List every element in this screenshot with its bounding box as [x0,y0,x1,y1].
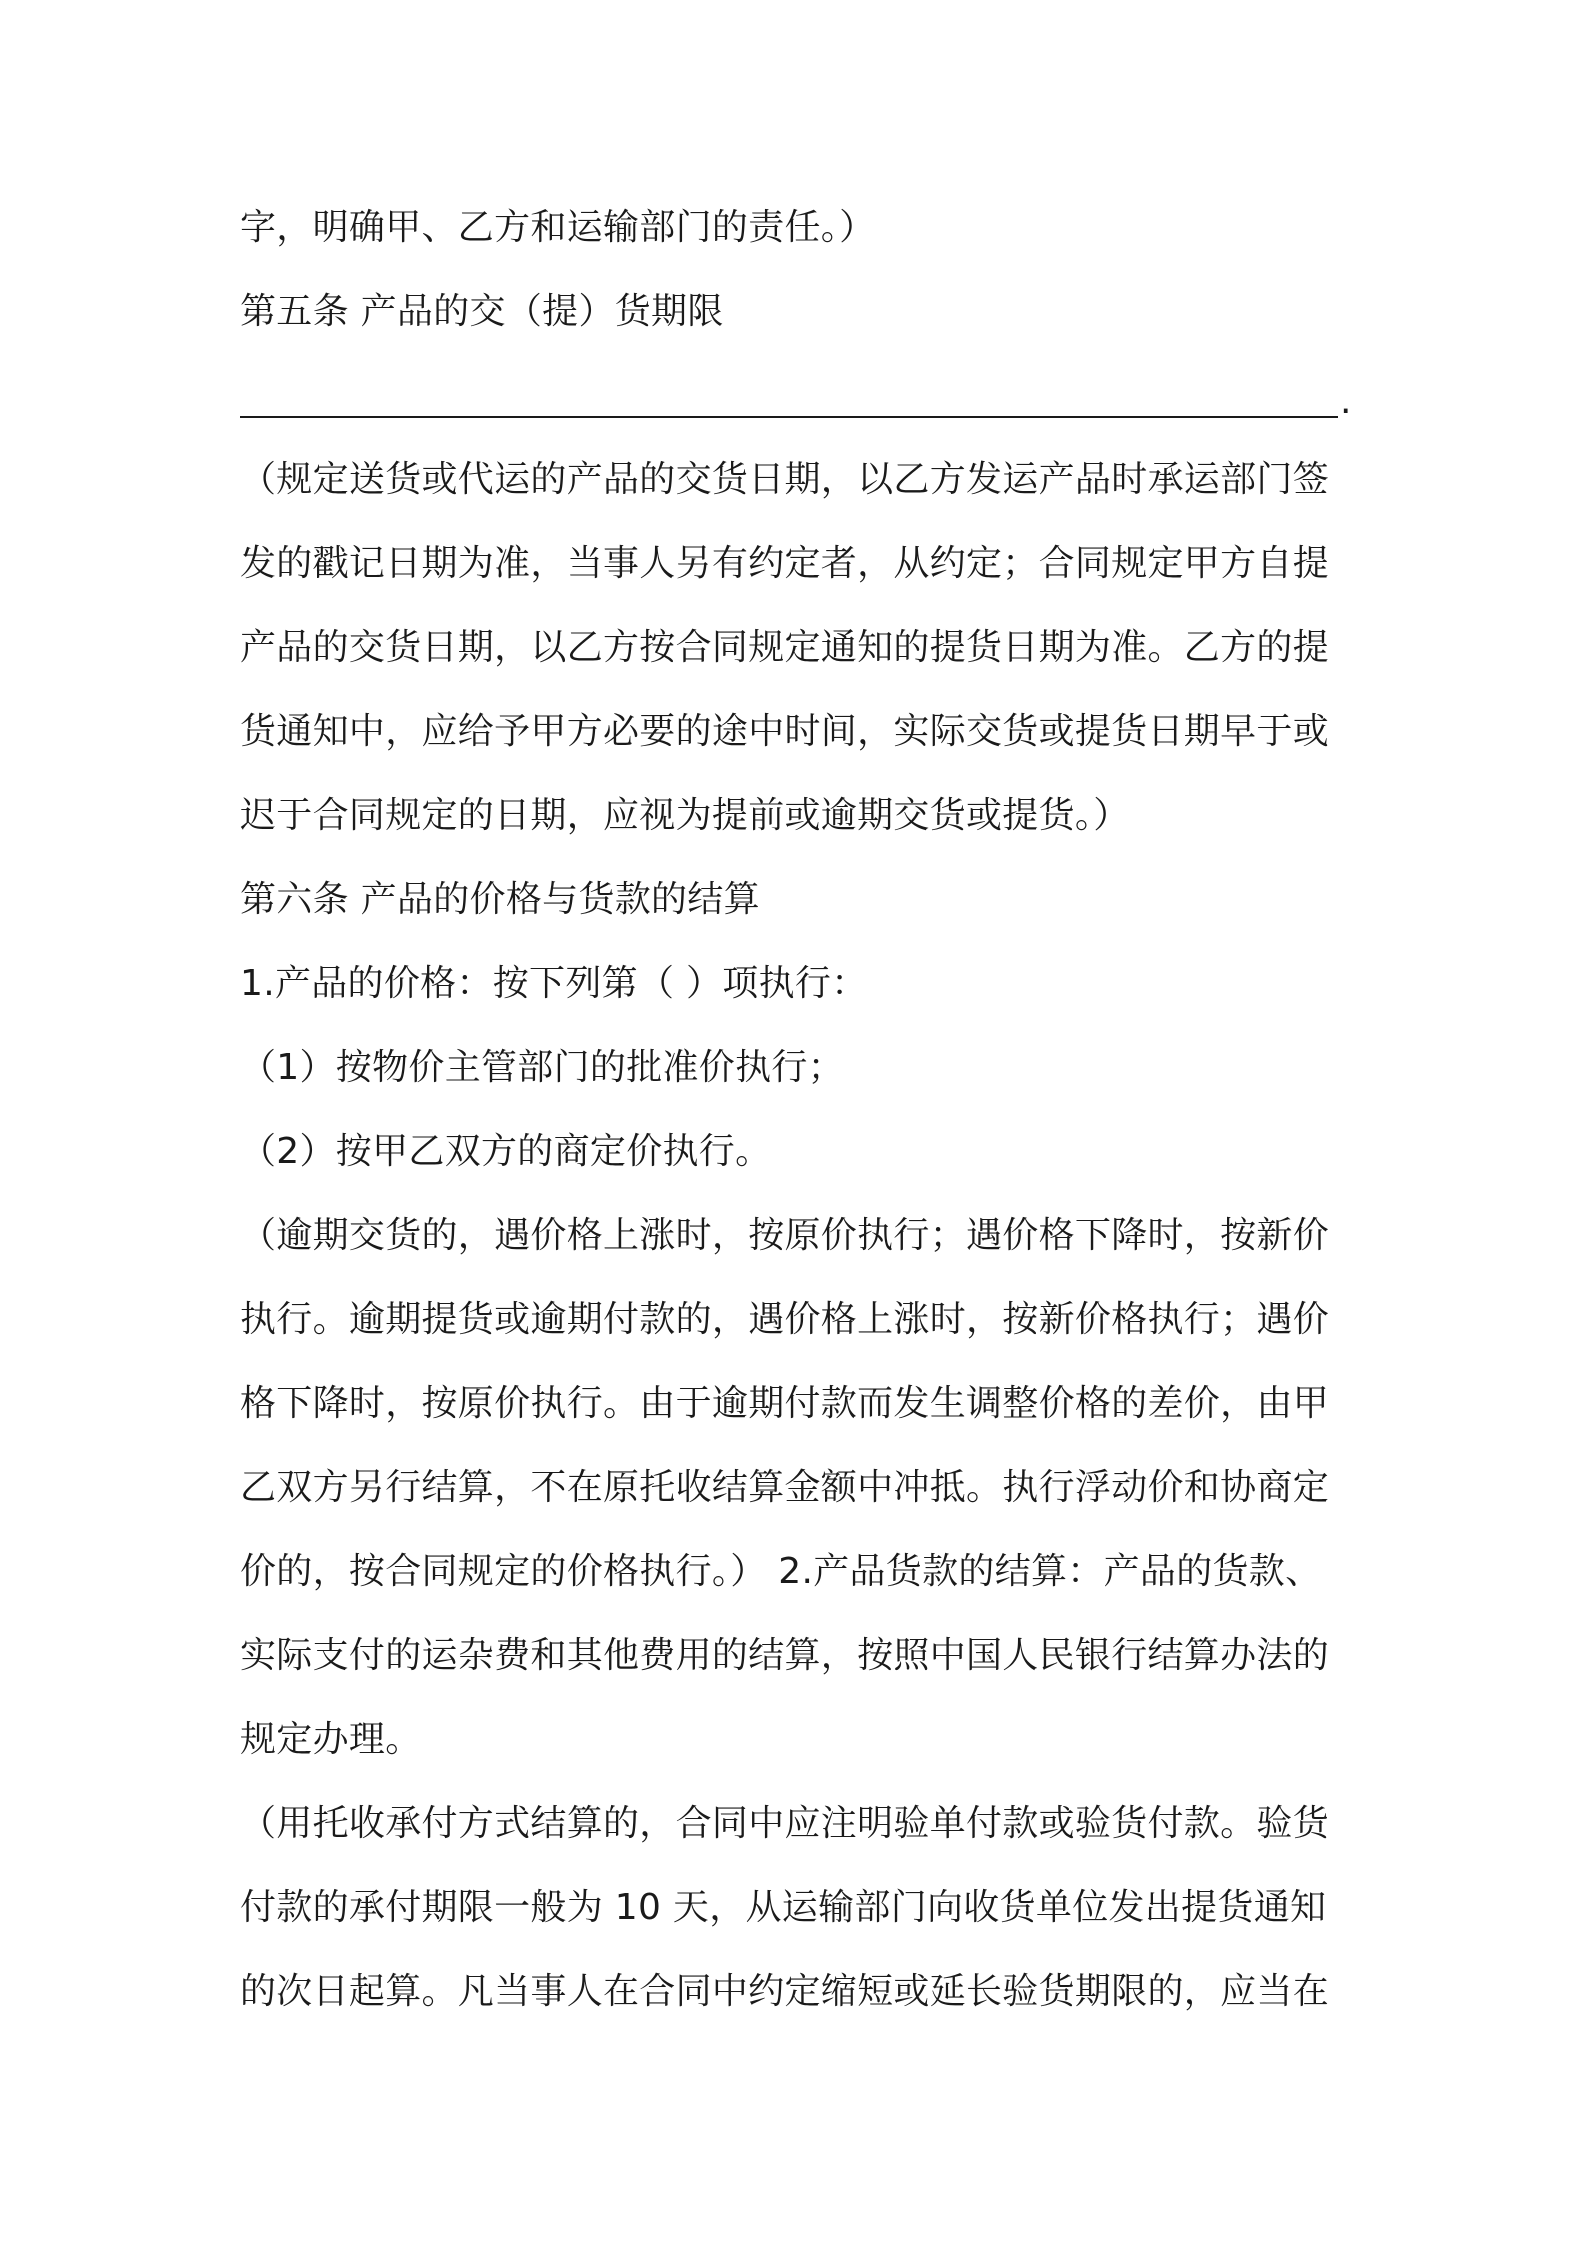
text-line: 付款的承付期限一般为 10 天，从运输部门向收货单位发出提货通知 [240,1887,1327,1928]
text-line: 产品的交货日期，以乙方按合同规定通知的提货日期为准。乙方的提 [240,627,1330,668]
text-line: 实际支付的运杂费和其他费用的结算，按照中国人民银行结算办法的 [240,1635,1330,1676]
text-line: （规定送货或代运的产品的交货日期，以乙方发运产品时承运部门签 [240,459,1330,500]
text-line: 1.产品的价格：按下列第（ ）项执行： [240,963,868,1004]
text-line: 规定办理。 [240,1719,422,1760]
text-line: （1）按物价主管部门的批准价执行； [240,1047,845,1088]
text-line: 格下降时，按原价执行。由于逾期付款而发生调整价格的差价，由甲 [240,1383,1330,1424]
text-line: 执行。逾期提货或逾期付款的，遇价格上涨时，按新价格执行；遇价 [240,1299,1330,1340]
text-line: （用托收承付方式结算的，合同中应注明验单付款或验货付款。验货 [240,1803,1330,1844]
text-line: 字，明确甲、乙方和运输部门的责任。） [240,207,876,248]
text-line: 的次日起算。凡当事人在合同中约定缩短或延长验货期限的，应当在 [240,1971,1330,2012]
text-line: 迟于合同规定的日期，应视为提前或逾期交货或提货。） [240,795,1130,836]
text-line: 发的戳记日期为准，当事人另有约定者，从约定；合同规定甲方自提 [240,543,1330,584]
article-6-heading: 第六条 产品的价格与货款的结算 [240,879,760,920]
text-line: 货通知中，应给予甲方必要的途中时间，实际交货或提货日期早于或 [240,711,1330,752]
text-line: 价的，按合同规定的价格执行。） 2.产品货款的结算：产品的货款、 [240,1551,1322,1592]
blank-line-period: . [1340,381,1352,422]
text-line: （2）按甲乙双方的商定价执行。 [240,1131,772,1172]
text-line: 乙双方另行结算，不在原托收结算金额中冲抵。执行浮动价和协商定 [240,1467,1330,1508]
article-5-heading: 第五条 产品的交（提）货期限 [240,291,724,332]
text-line: （逾期交货的，遇价格上涨时，按原价执行；遇价格下降时，按新价 [240,1215,1330,1256]
blank-underline [240,416,1338,418]
fill-in-blank-line [240,380,1360,424]
